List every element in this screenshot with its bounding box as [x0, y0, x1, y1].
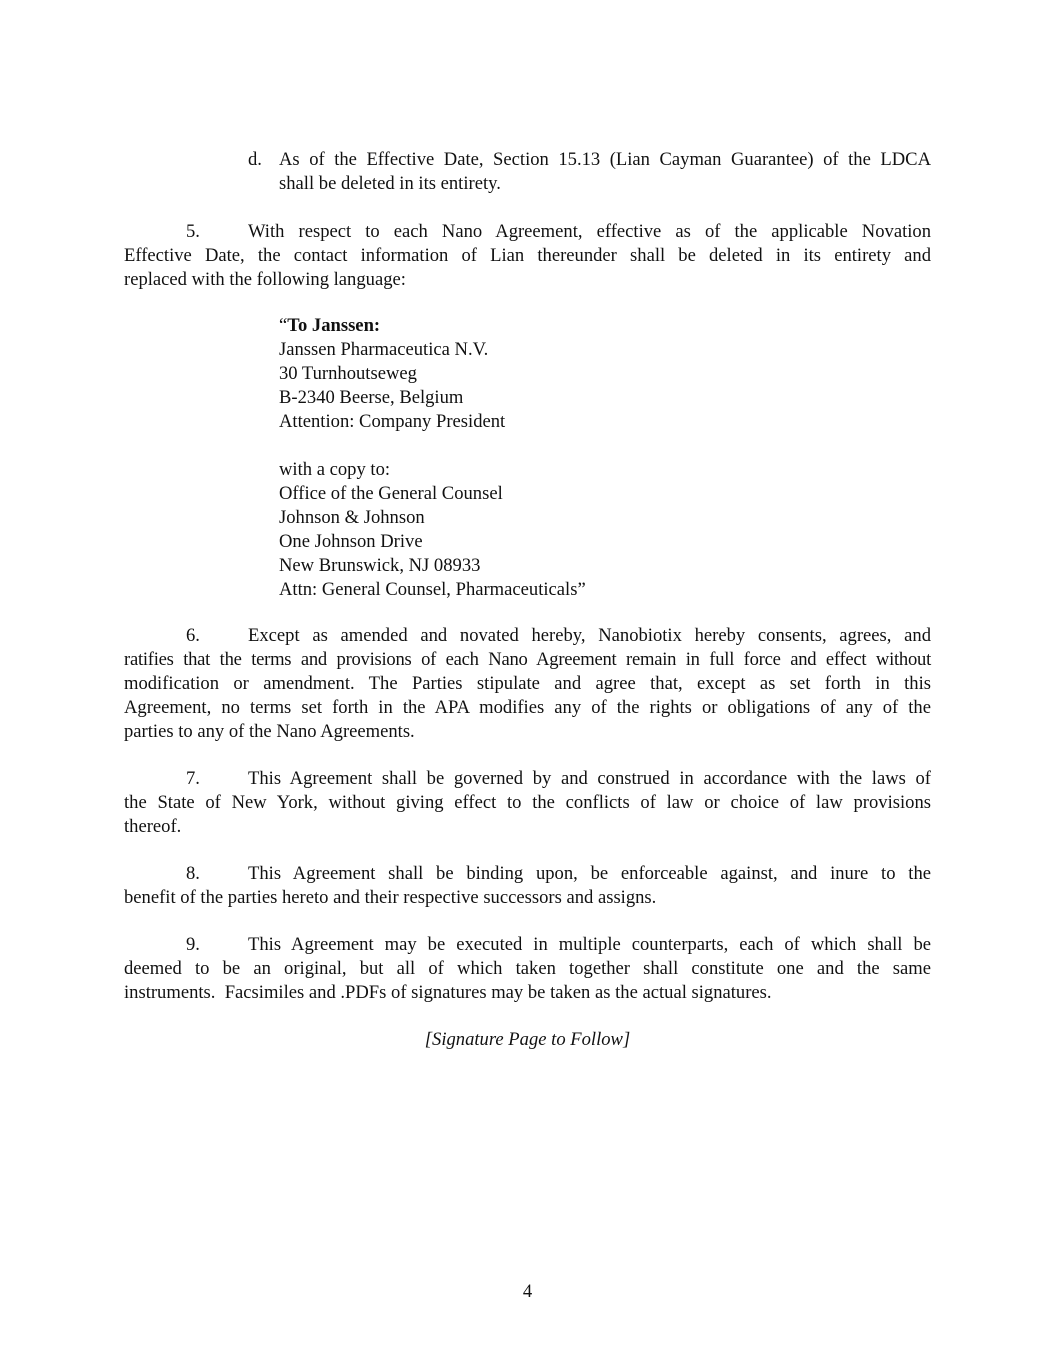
- paragraph-line: This Agreement may be executed in multiple counterparts, each of which shall be: [248, 934, 931, 955]
- address-line: New Brunswick, NJ 08933: [279, 555, 481, 576]
- paragraph-line: instruments. Facsimiles and .PDFs of signatures may be taken as the actual signatures.: [124, 982, 772, 1003]
- item-line: shall be deleted in its entirety.: [279, 173, 501, 194]
- address-line: Office of the General Counsel: [279, 483, 503, 504]
- address-line: 30 Turnhoutseweg: [279, 363, 417, 384]
- paragraph-line: benefit of the parties hereto and their respective successors and assigns.: [124, 887, 657, 908]
- paragraph-line: parties to any of the Nano Agreements.: [124, 721, 415, 742]
- paragraph-line: This Agreement shall be governed by and construed in accordance with the laws of: [248, 768, 931, 789]
- open-quote: “: [279, 315, 288, 336]
- item-marker: d.: [248, 149, 262, 170]
- paragraph-line: deemed to be an original, but all of which taken together shall constitute one and the same: [124, 958, 931, 979]
- signature-page-note: [Signature Page to Follow]: [424, 1029, 631, 1050]
- paragraph-number: 6.: [186, 625, 200, 646]
- address-line: Attn: General Counsel, Pharmaceuticals”: [279, 579, 586, 600]
- paragraph-6: [124, 624, 931, 744]
- item-d: [248, 148, 931, 196]
- paragraph-line: Agreement, no terms set forth in the APA modifies any of the rights or obligations of any of the: [124, 697, 931, 718]
- address-line: Janssen Pharmaceutica N.V.: [279, 339, 489, 360]
- address-line: Attention: Company President: [279, 411, 506, 432]
- paragraph-line: Effective Date, the contact information of Lian thereunder shall be deleted in its entirety and: [124, 245, 931, 266]
- paragraph-line: This Agreement shall be binding upon, be enforceable against, and inure to the: [248, 863, 931, 884]
- paragraph-9: [124, 933, 931, 1005]
- address-heading: To Janssen:: [287, 315, 381, 336]
- paragraph-number: 5.: [186, 221, 200, 242]
- paragraph-number: 7.: [186, 768, 200, 789]
- paragraph-number: 8.: [186, 863, 200, 884]
- paragraph-line: ratifies that the terms and provisions of each Nano Agreement remain in full force and effect without: [124, 649, 931, 670]
- address-line: B-2340 Beerse, Belgium: [279, 387, 464, 408]
- paragraph-line: thereof.: [124, 816, 182, 837]
- address-block: [279, 314, 586, 602]
- paragraph-line: With respect to each Nano Agreement, effective as of the applicable Novation: [248, 221, 931, 242]
- address-line: One Johnson Drive: [279, 531, 423, 552]
- address-line: Johnson & Johnson: [279, 507, 425, 528]
- paragraph-8: [124, 862, 931, 910]
- paragraph-line: the State of New York, without giving effect to the conflicts of law or choice of law provisions: [124, 792, 931, 813]
- paragraph-5: [124, 220, 931, 292]
- paragraph-number: 9.: [186, 934, 200, 955]
- paragraph-7: [124, 767, 931, 839]
- paragraph-line: modification or amendment. The Parties stipulate and agree that, except as set forth in this: [124, 673, 931, 694]
- item-line: As of the Effective Date, Section 15.13 (Lian Cayman Guarantee) of the LDCA: [279, 149, 931, 170]
- page-number: 4: [522, 1281, 533, 1302]
- paragraph-line: Except as amended and novated hereby, Nanobiotix hereby consents, agrees, and: [248, 625, 931, 646]
- address-line: with a copy to:: [279, 459, 391, 480]
- paragraph-line: replaced with the following language:: [124, 269, 406, 290]
